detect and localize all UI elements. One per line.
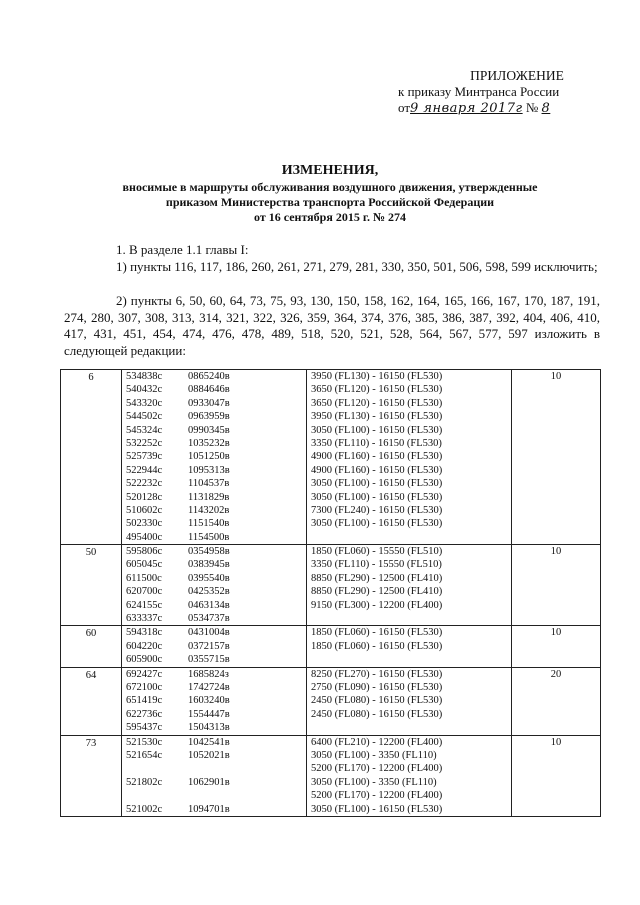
route-point xyxy=(126,517,306,530)
flight-level-range: 7300 (FL240) - 16150 (FL530) xyxy=(311,504,443,516)
longitude: 1742724в xyxy=(188,681,230,693)
route-frequency: 10 xyxy=(512,626,601,667)
route-point xyxy=(126,736,306,749)
longitude: 0431004в xyxy=(188,627,230,639)
latitude: 522232с xyxy=(126,478,163,490)
longitude: 1051250в xyxy=(188,451,230,463)
title-line-3: от 16 сентября 2015 г. № 274 xyxy=(254,210,406,224)
longitude: 1095313в xyxy=(188,464,230,476)
handwritten-date: 9 января 2017г xyxy=(410,101,523,116)
item-2: 2) пункты 6, 50, 60, 64, 73, 75, 93, 130, 150, 158, 162, 164, 165, 166, 167, 170, 187, 191, 274, 280, 307, 308, 313, 314, 321, 322, 326, 359, 364, 374, 376, 385, 386, 387, 392, 404, 406, 410, 417, 431, 451, 454, 474, 476, 478, 489, 518, 520, 521, 528, 564, 567, 577, 597 изложить в следующей редакции: xyxy=(64,293,600,358)
order-date-line xyxy=(398,100,622,117)
route-point xyxy=(126,668,306,681)
route-levels xyxy=(307,626,512,667)
latitude: 605045с xyxy=(126,559,163,571)
flight-level-range: 8850 (FL290) - 12500 (FL410) xyxy=(311,586,443,598)
route-point xyxy=(126,450,306,463)
route-point xyxy=(126,721,306,734)
latitude: 624155с xyxy=(126,599,163,611)
flight-level-range: 4900 (FL160) - 16150 (FL530) xyxy=(311,464,443,476)
latitude: 521802с xyxy=(126,776,163,788)
latitude: 502330с xyxy=(126,518,163,530)
flight-level-range: 3050 (FL100) - 16150 (FL530) xyxy=(311,424,443,436)
longitude: 1603240в xyxy=(188,695,230,707)
item-1: 1) пункты 116, 117, 186, 260, 261, 271, 279, 281, 330, 350, 501, 506, 598, 599 исключить; xyxy=(116,259,598,274)
route-point xyxy=(126,397,306,410)
flight-level-range: 3050 (FL100) - 16150 (FL530) xyxy=(311,803,443,815)
route-frequency: 10 xyxy=(512,735,601,816)
route-row xyxy=(61,735,601,816)
longitude: 0963959в xyxy=(188,411,230,423)
latitude: 521002с xyxy=(126,803,163,815)
route-point xyxy=(126,749,306,762)
flight-level-range: 3050 (FL100) - 16150 (FL530) xyxy=(311,478,443,490)
route-point xyxy=(126,491,306,504)
flight-level-range: 3350 (FL110) - 15550 (FL510) xyxy=(311,559,442,571)
route-point xyxy=(126,776,306,789)
appendix-header xyxy=(392,68,622,117)
route-levels xyxy=(307,667,512,735)
route-points xyxy=(122,667,307,735)
routes-table xyxy=(60,369,601,817)
route-point xyxy=(126,789,306,802)
appendix-title: ПРИЛОЖЕНИЕ xyxy=(470,68,564,83)
longitude: 0884646в xyxy=(188,384,230,396)
route-row xyxy=(61,545,601,626)
latitude: 622736с xyxy=(126,708,163,720)
route-point xyxy=(126,585,306,598)
route-number: 73 xyxy=(61,735,122,816)
route-row xyxy=(61,626,601,667)
latitude: 521530с xyxy=(126,736,163,748)
route-point xyxy=(126,599,306,612)
flight-level-range: 3050 (FL100) - 3350 (FL110) xyxy=(311,749,437,761)
latitude xyxy=(126,762,186,775)
latitude: 521654с xyxy=(126,749,163,761)
route-point xyxy=(126,477,306,490)
longitude xyxy=(186,789,248,802)
route-point xyxy=(126,383,306,396)
flight-level-range: 1850 (FL060) - 16150 (FL530) xyxy=(311,627,443,639)
flight-level-range: 2450 (FL080) - 16150 (FL530) xyxy=(311,708,443,720)
latitude: 525739с xyxy=(126,451,163,463)
latitude: 495400с xyxy=(126,531,163,543)
flight-level-range: 5200 (FL170) - 12200 (FL400) xyxy=(311,763,443,775)
longitude: 1062901в xyxy=(188,776,230,788)
order-reference: к приказу Минтранса России xyxy=(398,84,560,99)
flight-level-range: 9150 (FL300) - 12200 (FL400) xyxy=(311,599,443,611)
route-frequency: 20 xyxy=(512,667,601,735)
longitude: 1052021в xyxy=(188,749,230,761)
route-point xyxy=(126,803,306,816)
longitude: 0933047в xyxy=(188,397,230,409)
route-point xyxy=(126,531,306,544)
flight-level-range: 3650 (FL120) - 16150 (FL530) xyxy=(311,397,443,409)
document-title xyxy=(60,162,600,225)
title-main: ИЗМЕНЕНИЯ, xyxy=(281,163,379,178)
flight-level-range: 4900 (FL160) - 16150 (FL530) xyxy=(311,451,443,463)
latitude: 620700с xyxy=(126,586,163,598)
flight-level-range: 3050 (FL100) - 16150 (FL530) xyxy=(311,491,443,503)
route-point xyxy=(126,640,306,653)
longitude xyxy=(186,762,248,775)
latitude: 510602с xyxy=(126,504,163,516)
latitude: 672100с xyxy=(126,681,163,693)
route-point xyxy=(126,558,306,571)
latitude: 520128с xyxy=(126,491,163,503)
longitude: 0383945в xyxy=(188,559,230,571)
route-point xyxy=(126,708,306,721)
latitude: 534838с xyxy=(126,371,163,382)
section-heading: 1. В разделе 1.1 главы I: xyxy=(116,242,249,257)
route-point xyxy=(126,410,306,423)
number-prefix: № xyxy=(525,100,539,115)
longitude: 0355715в xyxy=(188,654,230,666)
flight-level-range: 5200 (FL170) - 12200 (FL400) xyxy=(311,790,443,802)
longitude: 0425352в xyxy=(188,586,230,598)
route-frequency: 10 xyxy=(512,545,601,626)
longitude: 0865240в xyxy=(188,371,230,382)
flight-level-range: 3050 (FL100) - 3350 (FL110) xyxy=(311,776,437,788)
longitude: 1143202в xyxy=(188,504,230,516)
latitude: 544502с xyxy=(126,411,163,423)
longitude: 0534737в xyxy=(188,613,230,625)
route-levels xyxy=(307,370,512,545)
latitude: 594318с xyxy=(126,627,163,639)
longitude: 0463134в xyxy=(188,599,230,611)
route-levels xyxy=(307,735,512,816)
route-number: 60 xyxy=(61,626,122,667)
flight-level-range: 3950 (FL130) - 16150 (FL530) xyxy=(311,411,443,423)
flight-level-range: 3650 (FL120) - 16150 (FL530) xyxy=(311,384,443,396)
latitude: 604220с xyxy=(126,640,163,652)
route-frequency: 10 xyxy=(512,370,601,545)
route-number: 6 xyxy=(61,370,122,545)
route-point xyxy=(126,626,306,639)
route-row xyxy=(61,370,601,545)
route-number: 64 xyxy=(61,667,122,735)
latitude: 522944с xyxy=(126,464,163,476)
longitude: 1131829в xyxy=(188,491,230,503)
route-point xyxy=(126,424,306,437)
longitude: 1685824з xyxy=(188,668,229,680)
route-point xyxy=(126,653,306,666)
longitude: 0990345в xyxy=(188,424,230,436)
flight-level-range: 3950 (FL130) - 16150 (FL530) xyxy=(311,371,443,382)
longitude: 1094701в xyxy=(188,803,230,815)
latitude: 611500с xyxy=(126,572,162,584)
longitude: 1504313в xyxy=(188,722,230,734)
route-point xyxy=(126,545,306,558)
route-points xyxy=(122,626,307,667)
latitude: 633337с xyxy=(126,613,163,625)
route-point xyxy=(126,612,306,625)
longitude: 1151540в xyxy=(188,518,230,530)
latitude: 532252с xyxy=(126,437,163,449)
route-point xyxy=(126,762,306,775)
latitude: 545324с xyxy=(126,424,163,436)
flight-level-range: 8850 (FL290) - 12500 (FL410) xyxy=(311,572,443,584)
route-points xyxy=(122,545,307,626)
route-point xyxy=(126,572,306,585)
latitude: 543320с xyxy=(126,397,163,409)
flight-level-range: 1850 (FL060) - 16150 (FL530) xyxy=(311,640,443,652)
longitude: 1035232в xyxy=(188,437,230,449)
longitude: 0395540в xyxy=(188,572,230,584)
flight-level-range: 3350 (FL110) - 16150 (FL530) xyxy=(311,437,442,449)
title-line-1: вносимые в маршруты обслуживания воздушного движения, утвержденные xyxy=(122,180,538,194)
route-row xyxy=(61,667,601,735)
route-point xyxy=(126,464,306,477)
flight-level-range: 8250 (FL270) - 16150 (FL530) xyxy=(311,668,443,680)
latitude: 692427с xyxy=(126,668,163,680)
flight-level-range: 1850 (FL060) - 15550 (FL510) xyxy=(311,546,443,558)
route-points xyxy=(122,735,307,816)
longitude: 1154500в xyxy=(188,531,230,543)
route-point xyxy=(126,437,306,450)
route-number: 50 xyxy=(61,545,122,626)
latitude: 595437с xyxy=(126,722,163,734)
latitude: 605900с xyxy=(126,654,163,666)
latitude: 651419с xyxy=(126,695,163,707)
title-line-2: приказом Министерства транспорта Российской Федерации xyxy=(165,195,495,209)
flight-level-range: 3050 (FL100) - 16150 (FL530) xyxy=(311,518,443,530)
route-point xyxy=(126,694,306,707)
latitude: 540432с xyxy=(126,384,163,396)
latitude xyxy=(126,789,186,802)
longitude: 1104537в xyxy=(188,478,230,490)
flight-level-range: 6400 (FL210) - 12200 (FL400) xyxy=(311,736,443,748)
route-points xyxy=(122,370,307,545)
route-point xyxy=(126,681,306,694)
longitude: 0372157в xyxy=(188,640,230,652)
handwritten-number: 8 xyxy=(541,101,551,116)
longitude: 1042541в xyxy=(188,736,230,748)
longitude: 0354958в xyxy=(188,546,230,558)
flight-level-range: 2450 (FL080) - 16150 (FL530) xyxy=(311,695,443,707)
date-prefix: от xyxy=(398,100,411,115)
route-point xyxy=(126,504,306,517)
route-levels xyxy=(307,545,512,626)
latitude: 595806с xyxy=(126,546,163,558)
longitude: 1554447в xyxy=(188,708,230,720)
flight-level-range: 2750 (FL090) - 16150 (FL530) xyxy=(311,681,443,693)
route-point xyxy=(126,370,306,383)
